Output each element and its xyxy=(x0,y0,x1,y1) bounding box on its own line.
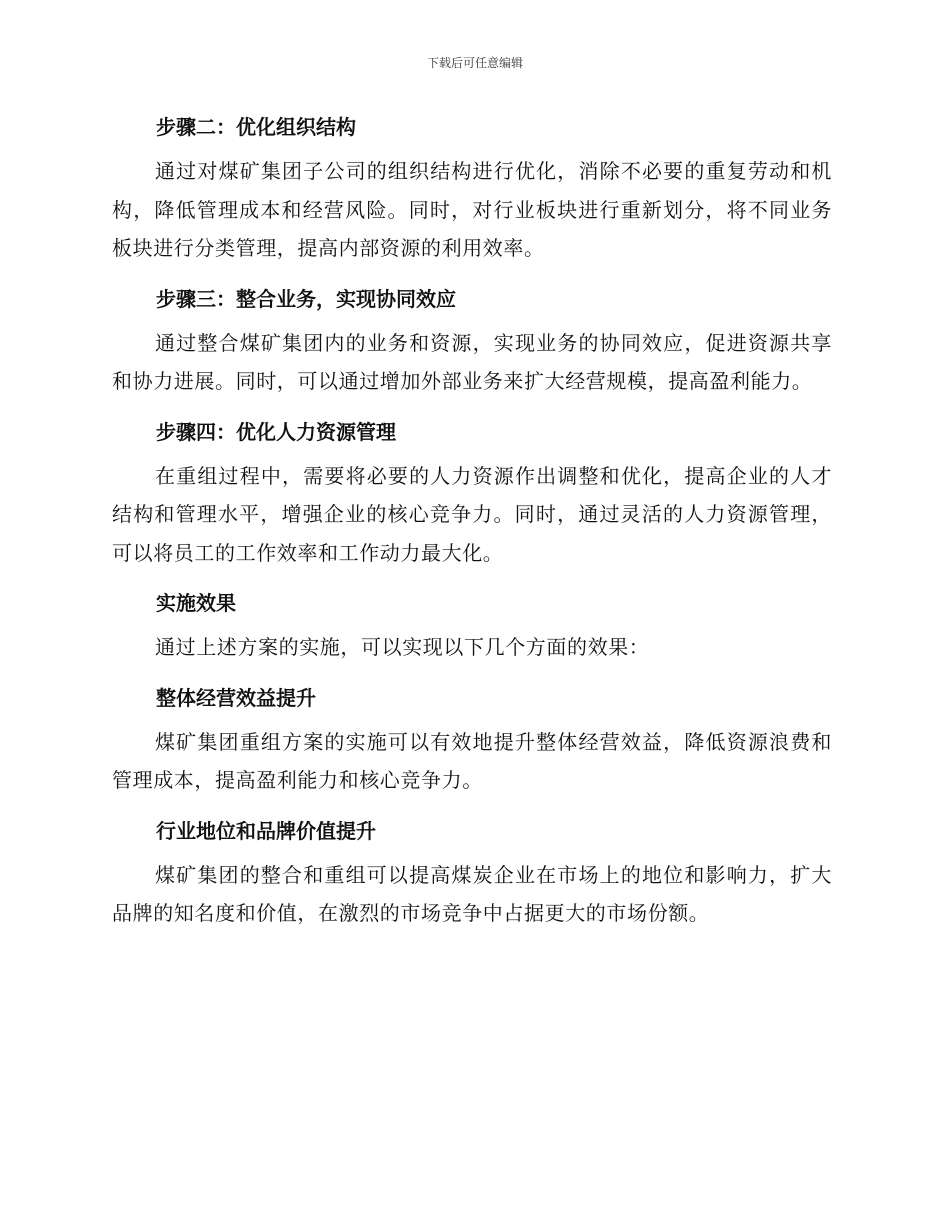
paragraph-step4: 在重组过程中，需要将必要的人力资源作出调整和优化，提高企业的人才结构和管理水平，增强企业的核心竞争力。同时，通过灵活的人力资源管理，可以将员工的工作效率和工作动力最大化。 xyxy=(112,463,832,565)
paragraph-benefit: 煤矿集团重组方案的实施可以有效地提升整体经营效益，降低资源浪费和管理成本，提高盈利能力和核心竞争力。 xyxy=(112,729,832,792)
section-heading-step3: 步骤三：整合业务，实现协同效应 xyxy=(156,286,456,311)
section-heading-brand: 行业地位和品牌价值提升 xyxy=(156,818,376,843)
section-heading-effects: 实施效果 xyxy=(156,591,236,615)
section-heading-step4: 步骤四：优化人力资源管理 xyxy=(156,419,396,444)
paragraph-brand: 煤矿集团的整合和重组可以提高煤炭企业在市场上的地位和影响力，扩大品牌的知名度和价值，在激烈的市场竞争中占据更大的市场份额。 xyxy=(112,862,832,925)
page-header: 下载后可任意编辑 xyxy=(426,56,523,70)
paragraph-effects-intro: 通过上述方案的实施，可以实现以下几个方面的效果： xyxy=(155,635,650,659)
section-heading-benefit: 整体经营效益提升 xyxy=(156,685,316,710)
paragraph-step3: 通过整合煤矿集团内的业务和资源，实现业务的协同效应，促进资源共享和协力进展。同时，可以通过增加外部业务来扩大经营规模，提高盈利能力。 xyxy=(112,330,832,393)
section-heading-step2: 步骤二：优化组织结构 xyxy=(156,115,356,139)
paragraph-step2: 通过对煤矿集团子公司的组织结构进行优化，消除不必要的重复劳动和机构，降低管理成本和经营风险。同时，对行业板块进行重新划分，将不同业务板块进行分类管理，提高内部资源的利用效率。 xyxy=(112,159,832,260)
document-body xyxy=(112,108,832,945)
